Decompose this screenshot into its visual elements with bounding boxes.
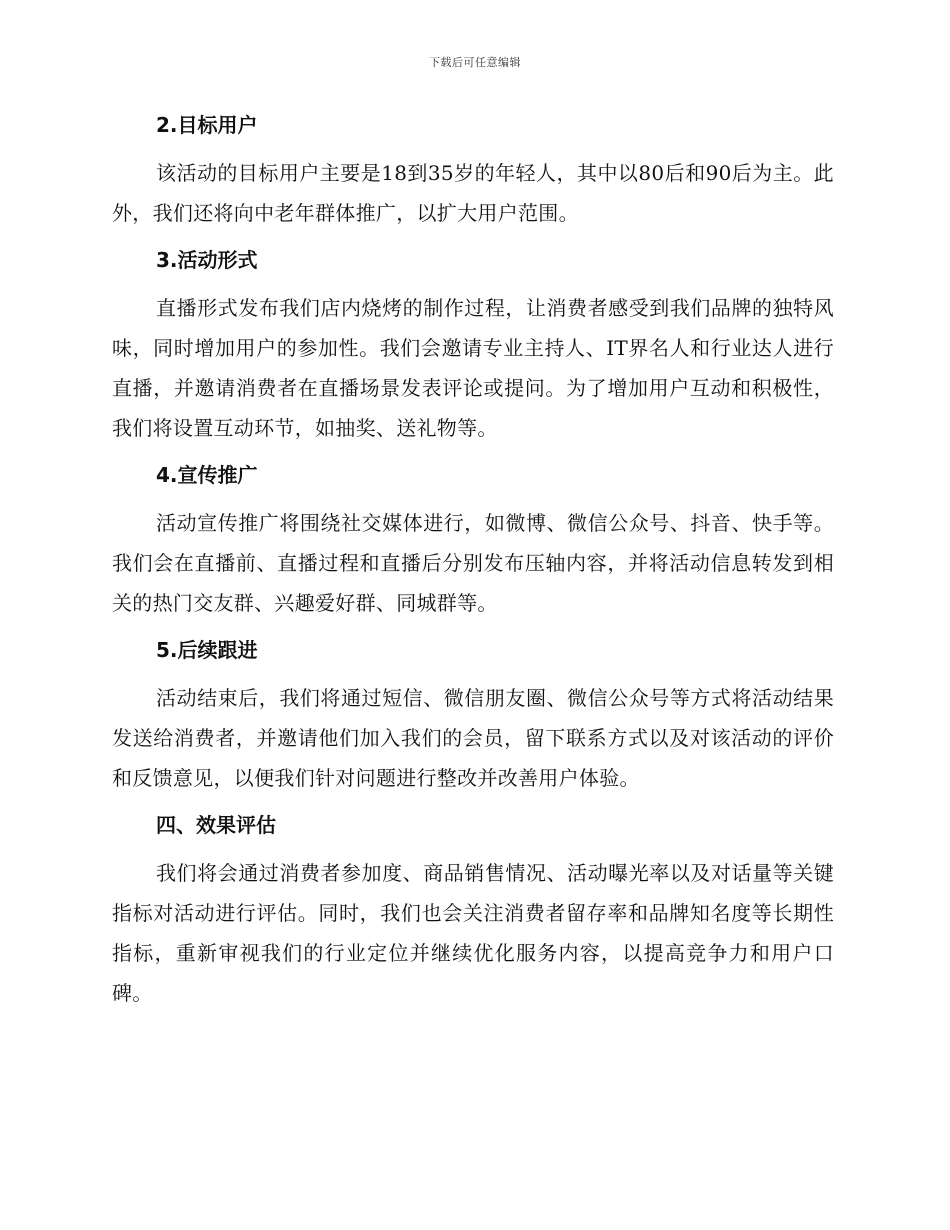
section-body-promotion: 活动宣传推广将围绕社交媒体进行，如微博、微信公众号、抖音、快手等。我们会在直播前、直播过程和直播后分别发布压轴内容，并将活动信息转发到相关的热门交友群、兴趣爱好群、同城群等。 (112, 511, 834, 615)
section-body-activity-format: 直播形式发布我们店内烧烤的制作过程，让消费者感受到我们品牌的独特风味，同时增加用户的参加性。我们会邀请专业主持人、IT界名人和行业达人进行直播，并邀请消费者在直播场景发表评论或提问。为了增加用户互动和积极性，我们将设置互动环节，如抽奖、送礼物等。 (112, 296, 834, 440)
document-content (112, 110, 834, 1013)
section-heading-effect-evaluation: 四、效果评估 (156, 813, 276, 837)
header-note: 下载后可任意编辑 (429, 56, 521, 69)
section-body-target-users: 该活动的目标用户主要是18到35岁的年轻人，其中以80后和90后为主。此外，我们还将向中老年群体推广，以扩大用户范围。 (112, 161, 834, 225)
section-heading-promotion: 4.宣传推广 (156, 463, 258, 487)
section-heading-target-users: 2.目标用户 (156, 113, 258, 137)
section-body-effect-evaluation: 我们将会通过消费者参加度、商品销售情况、活动曝光率以及对话量等关键指标对活动进行评估。同时，我们也会关注消费者留存率和品牌知名度等长期性指标，重新审视我们的行业定位并继续优化服务内容，以提高竞争力和用户口碑。 (112, 861, 834, 1005)
section-heading-activity-format: 3.活动形式 (156, 248, 258, 272)
section-body-follow-up: 活动结束后，我们将通过短信、微信朋友圈、微信公众号等方式将活动结果发送给消费者，并邀请他们加入我们的会员，留下联系方式以及对该活动的评价和反馈意见，以便我们针对问题进行整改并改善用户体验。 (112, 686, 834, 790)
section-heading-follow-up: 5.后续跟进 (156, 638, 258, 662)
